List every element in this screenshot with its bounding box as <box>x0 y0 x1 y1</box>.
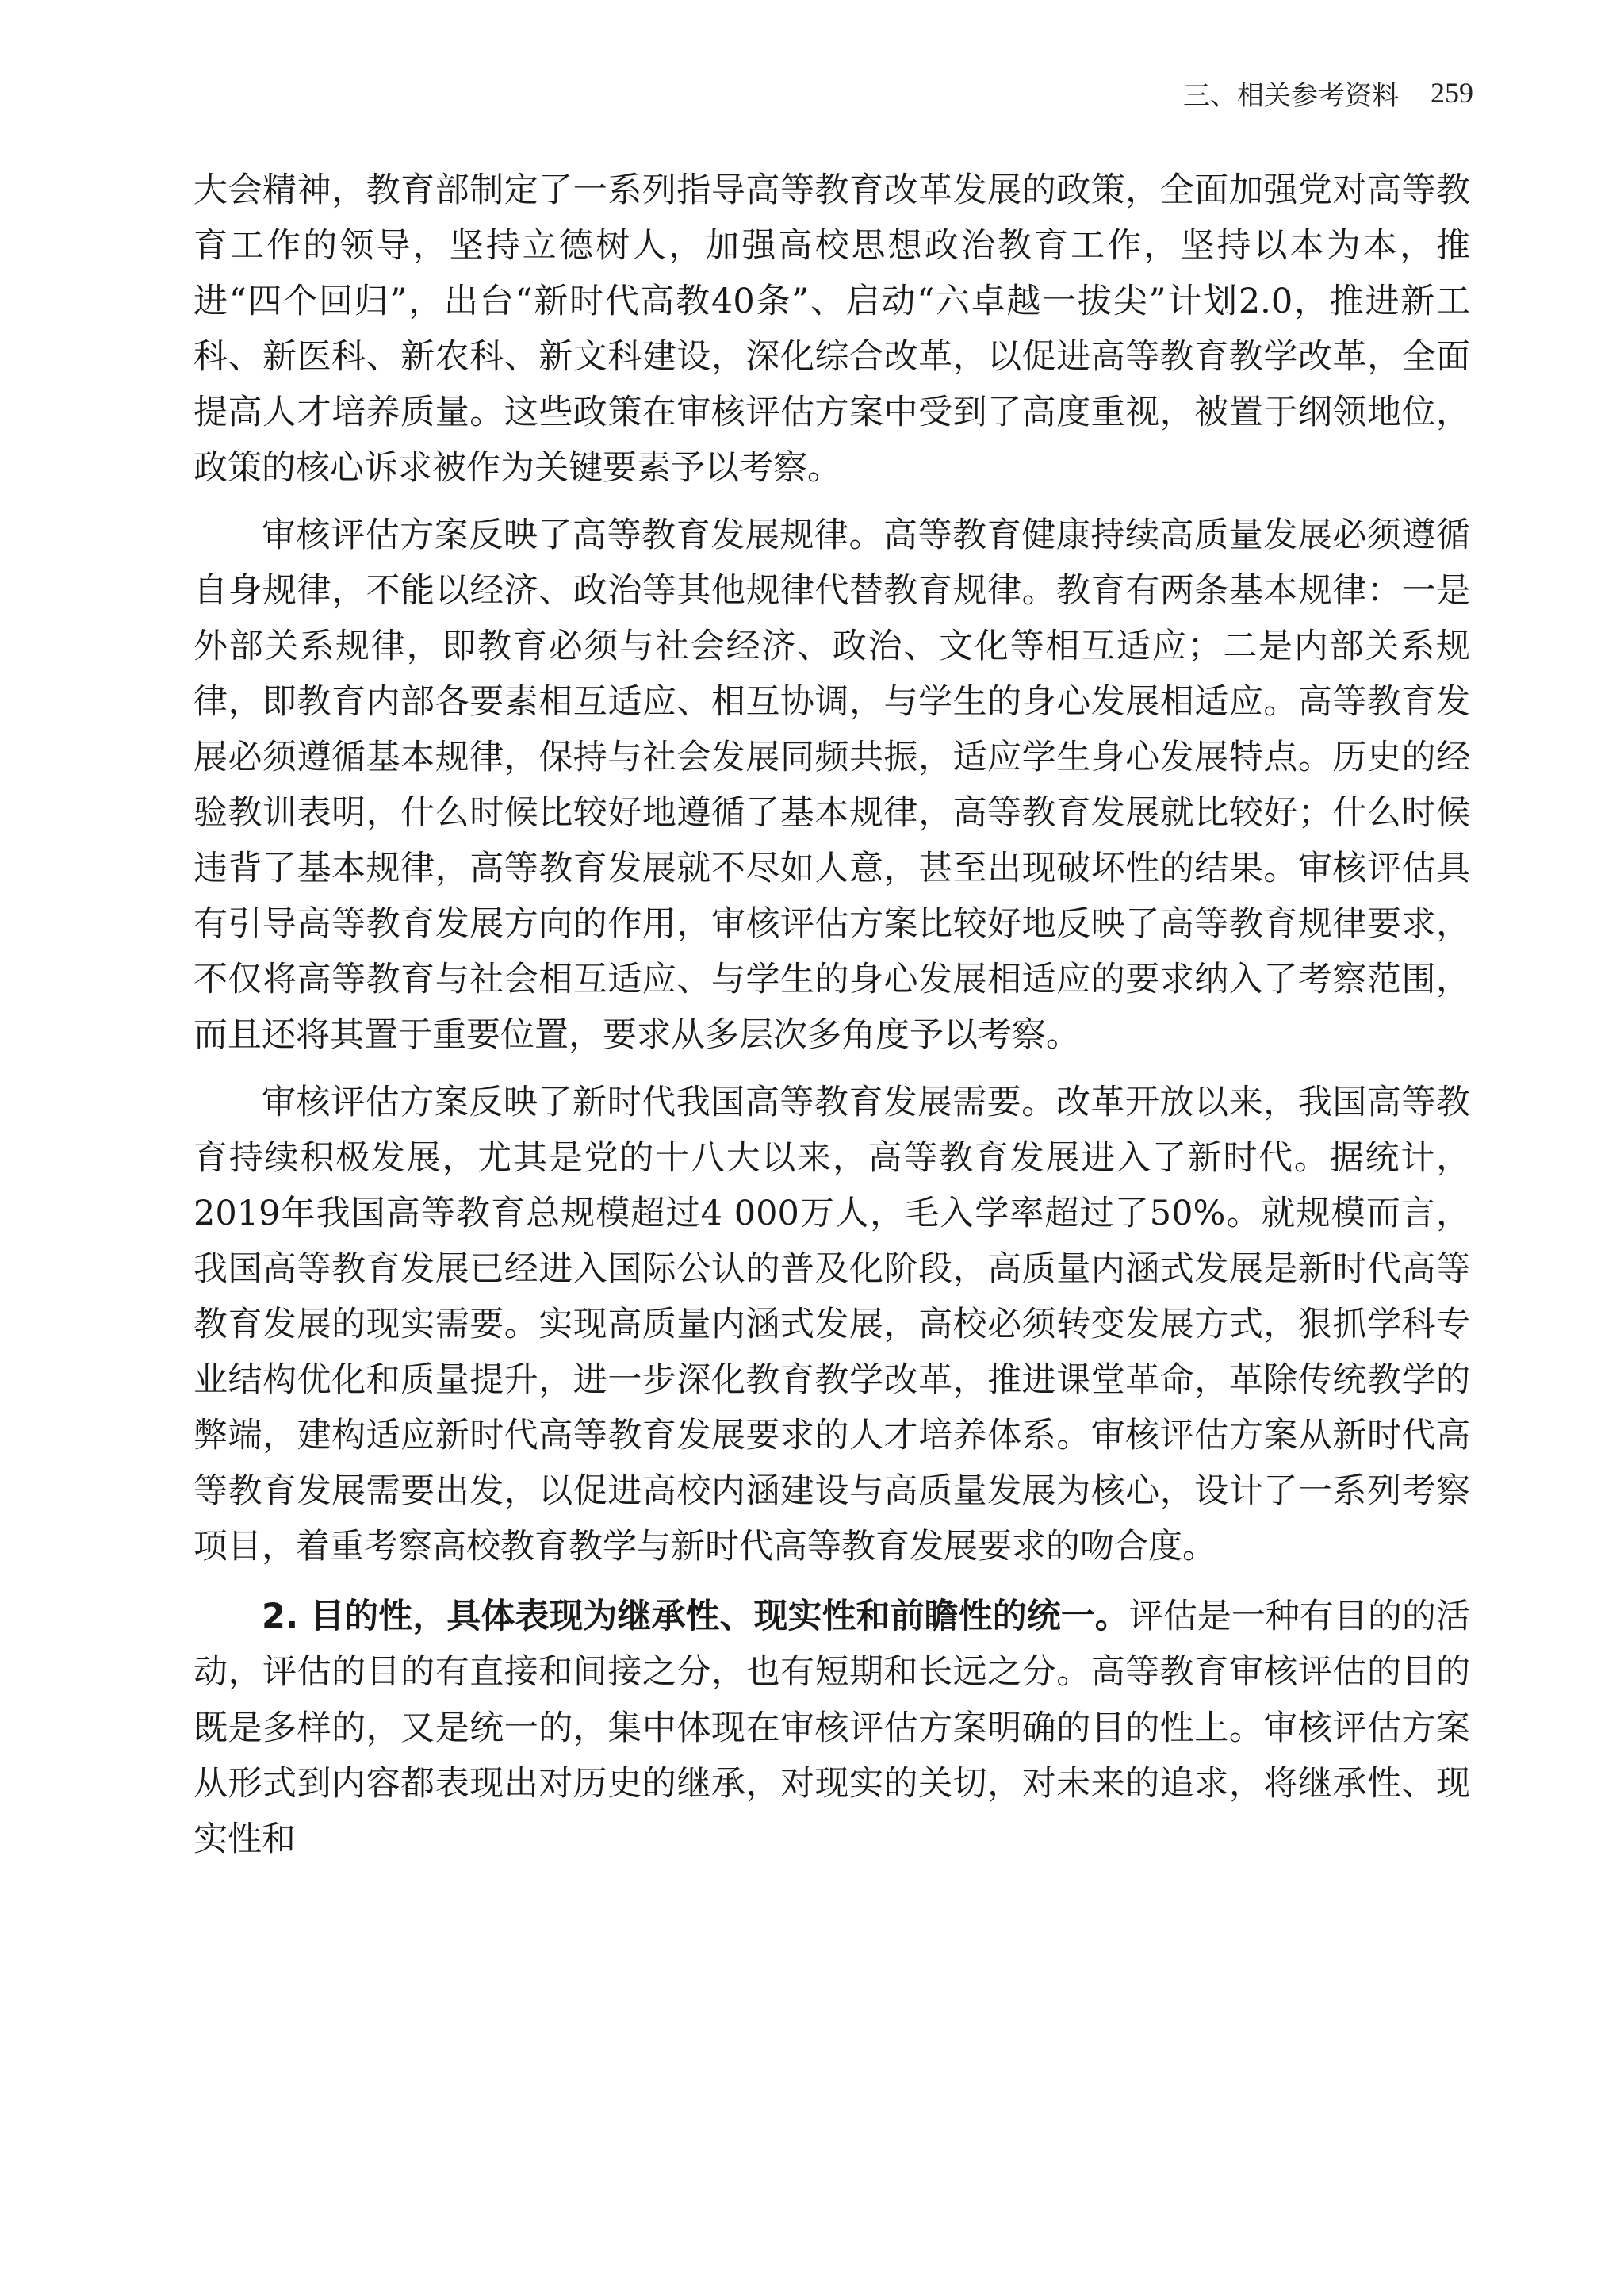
paragraph-new-era-needs: 审核评估方案反映了新时代我国高等教育发展需要。改革开放以来，我国高等教育持续积极发展，尤其是党的十八大以来，高等教育发展进入了新时代。据统计，2019年我国高等教育总规模超过4 000万人，毛入学率超过了50%。就规模而言，我国高等教育发展已经进入国际公认的普及化阶段，高质量内涵式发展是新时代高等教育发展的现实需要。实现高质量内涵式发展，高校必须转变发展方式，狠抓学科专业结构优化和质量提升，进一步深化教育教学改革，推进课堂革命，革除传统教学的弊端，建构适应新时代高等教育发展要求的人才培养体系。审核评估方案从新时代高等教育发展需要出发，以促进高校内涵建设与高质量发展为核心，设计了一系列考察项目，着重考察高校教育教学与新时代高等教育发展要求的吻合度。 <box>193 1082 1470 1567</box>
paragraph-education-laws: 审核评估方案反映了高等教育发展规律。高等教育健康持续高质量发展必须遵循自身规律，不能以经济、政治等其他规律代替教育规律。教育有两条基本规律：一是外部关系规律，即教育必须与社会经济、政治、文化等相互适应；二是内部关系规律，即教育内部各要素相互适应、相互协调，与学生的身心发展相适应。高等教育发展必须遵循基本规律，保持与社会发展同频共振，适应学生身心发展特点。历史的经验教训表明，什么时候比较好地遵循了基本规律，高等教育发展就比较好；什么时候违背了基本规律，高等教育发展就不尽如人意，甚至出现破坏性的结果。审核评估具有引导高等教育发展方向的作用，审核评估方案比较好地反映了高等教育规律要求，不仅将高等教育与社会相互适应、与学生的身心发展相适应的要求纳入了考察范围，而且还将其置于重要位置，要求从多层次多角度予以考察。 <box>193 515 1470 1056</box>
paragraph-purposefulness-text: 评估是一种有目的的活动，评估的目的有直接和间接之分，也有短期和长远之分。高等教育审核评估的目的既是多样的，又是统一的，集中体现在审核评估方案明确的目的性上。审核评估方案从形式到内容都表现出对历史的继承，对现实的关切，对未来的追求，将继承性、现实性和 <box>193 1597 1470 1859</box>
section-title: 三、相关参考资料 <box>1183 79 1399 112</box>
body-text <box>193 163 1470 1867</box>
page-number: 259 <box>1431 77 1473 109</box>
numbered-point-heading: 2. 目的性，具体表现为继承性、现实性和前瞻性的统一。 <box>262 1597 1129 1637</box>
paragraph-continuation: 大会精神，教育部制定了一系列指导高等教育改革发展的政策，全面加强党对高等教育工作的领导，坚持立德树人，加强高校思想政治教育工作，坚持以本为本，推进“四个回归”，出台“新时代高教40条”、启动“六卓越一拔尖”计划2.0，推进新工科、新医科、新农科、新文科建设，深化综合改革，以促进高等教育教学改革，全面提高人才培养质量。这些政策在审核评估方案中受到了高度重视，被置于纲领地位，政策的核心诉求被作为关键要素予以考察。 <box>193 171 1470 489</box>
paragraph-purposefulness <box>193 1589 1470 1866</box>
running-header <box>1183 73 1473 113</box>
